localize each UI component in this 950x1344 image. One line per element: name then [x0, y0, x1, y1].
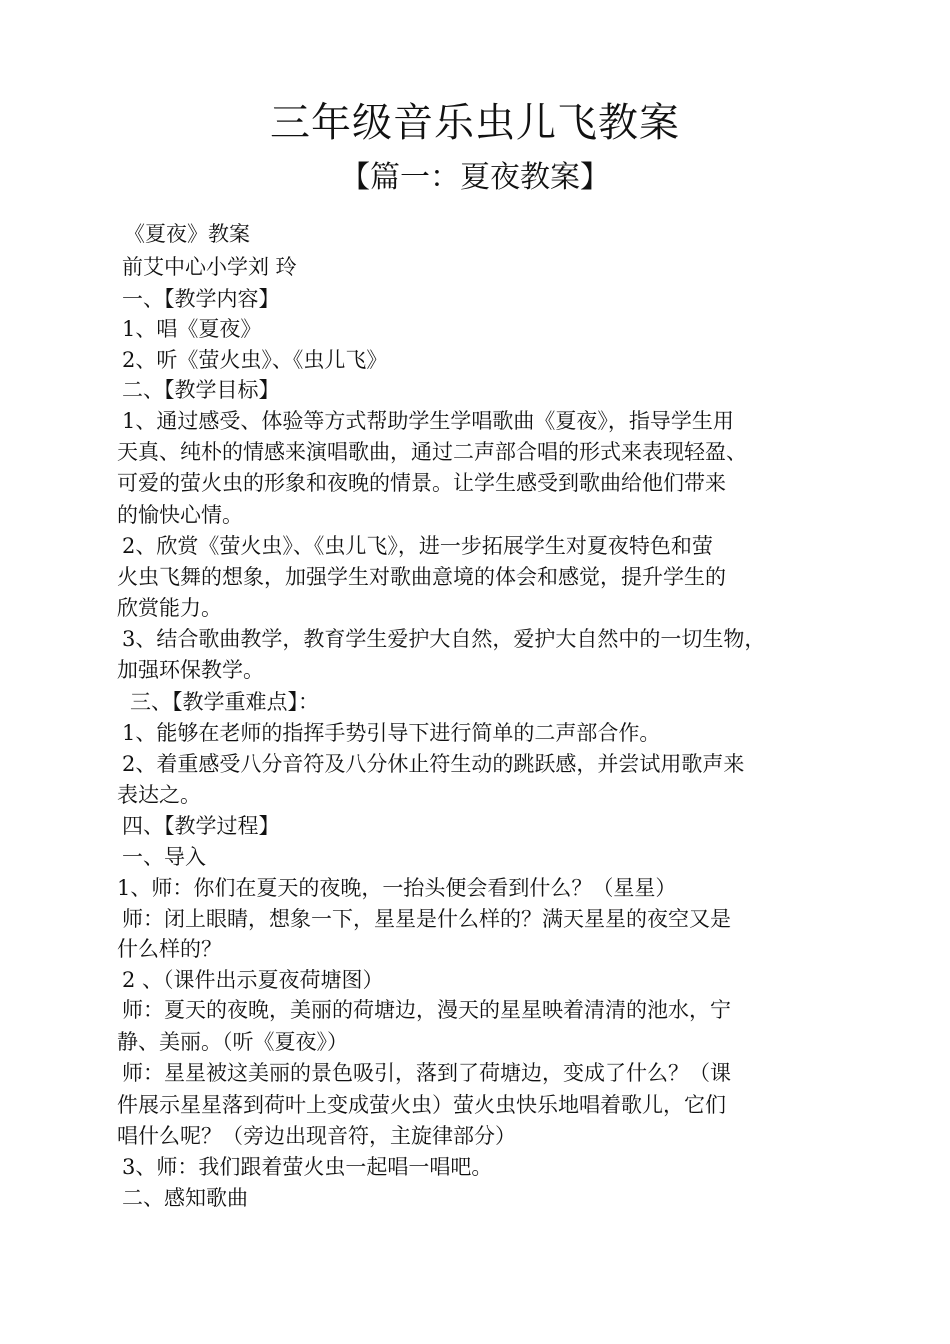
text-line: 3、师：我们跟着萤火虫一起唱一唱吧。 — [122, 1155, 493, 1179]
text-line: 二、【教学目标】 — [122, 378, 280, 402]
text-line: 欣赏能力。 — [117, 596, 222, 620]
text-line: 2 、（课件出示夏夜荷塘图） — [122, 968, 384, 992]
text-line: 的愉快心情。 — [117, 503, 243, 527]
text-line: 2、欣赏《萤火虫》、《虫儿飞》，进一步拓展学生对夏夜特色和萤 — [122, 534, 713, 558]
text-line: 唱什么呢？（旁边出现音符，主旋律部分） — [117, 1124, 516, 1148]
text-line: 表达之。 — [117, 783, 201, 807]
text-line: 师：夏天的夜晚，美丽的荷塘边，漫天的星星映着清清的池水，宁 — [122, 998, 731, 1022]
text-line: 师：闭上眼睛，想象一下，星星是什么样的？满天星星的夜空又是 — [122, 907, 731, 931]
text-line: 火虫飞舞的想象，加强学生对歌曲意境的体会和感觉，提升学生的 — [117, 565, 726, 589]
text-line: 件展示星星落到荷叶上变成萤火虫）萤火虫快乐地唱着歌儿，它们 — [117, 1093, 726, 1117]
page-title: 三年级音乐虫儿飞教案 — [270, 100, 680, 146]
text-line: 师：星星被这美丽的景色吸引，落到了荷塘边，变成了什么？（课 — [122, 1061, 731, 1085]
text-line: 什么样的？ — [117, 937, 222, 961]
text-line: 一、导入 — [122, 845, 206, 869]
text-line: 1、唱《夏夜》 — [122, 317, 262, 341]
text-line: 1、能够在老师的指挥手势引导下进行简单的二声部合作。 — [122, 721, 661, 745]
text-line: 1、师：你们在夏天的夜晚，一抬头便会看到什么？（星星） — [117, 876, 677, 900]
text-line: 三、【教学重难点】： — [130, 690, 319, 714]
text-line: 2、着重感受八分音符及八分休止符生动的跳跃感，并尝试用歌声来 — [122, 752, 745, 776]
text-line: 天真、纯朴的情感来演唱歌曲，通过二声部合唱的形式来表现轻盈、 — [117, 440, 747, 464]
section-title: 【篇一：夏夜教案】 — [340, 160, 610, 195]
text-line: 二、感知歌曲 — [122, 1186, 248, 1210]
text-line: 静、美丽。（听《夏夜》） — [117, 1030, 348, 1054]
text-line: 《夏夜》教案 — [124, 222, 250, 246]
text-line: 可爱的萤火虫的形象和夜晚的情景。让学生感受到歌曲给他们带来 — [117, 471, 726, 495]
text-line: 加强环保教学。 — [117, 658, 264, 682]
text-line: 1、通过感受、体验等方式帮助学生学唱歌曲《夏夜》，指导学生用 — [122, 409, 734, 433]
text-line: 四、【教学过程】 — [122, 814, 280, 838]
text-line: 前艾中心小学刘 玲 — [122, 255, 297, 279]
text-line: 3、结合歌曲教学，教育学生爱护大自然，爱护大自然中的一切生物， — [122, 627, 766, 651]
text-line: 2、听《萤火虫》、《虫儿飞》 — [122, 348, 388, 372]
text-line: 一、【教学内容】 — [122, 287, 280, 311]
